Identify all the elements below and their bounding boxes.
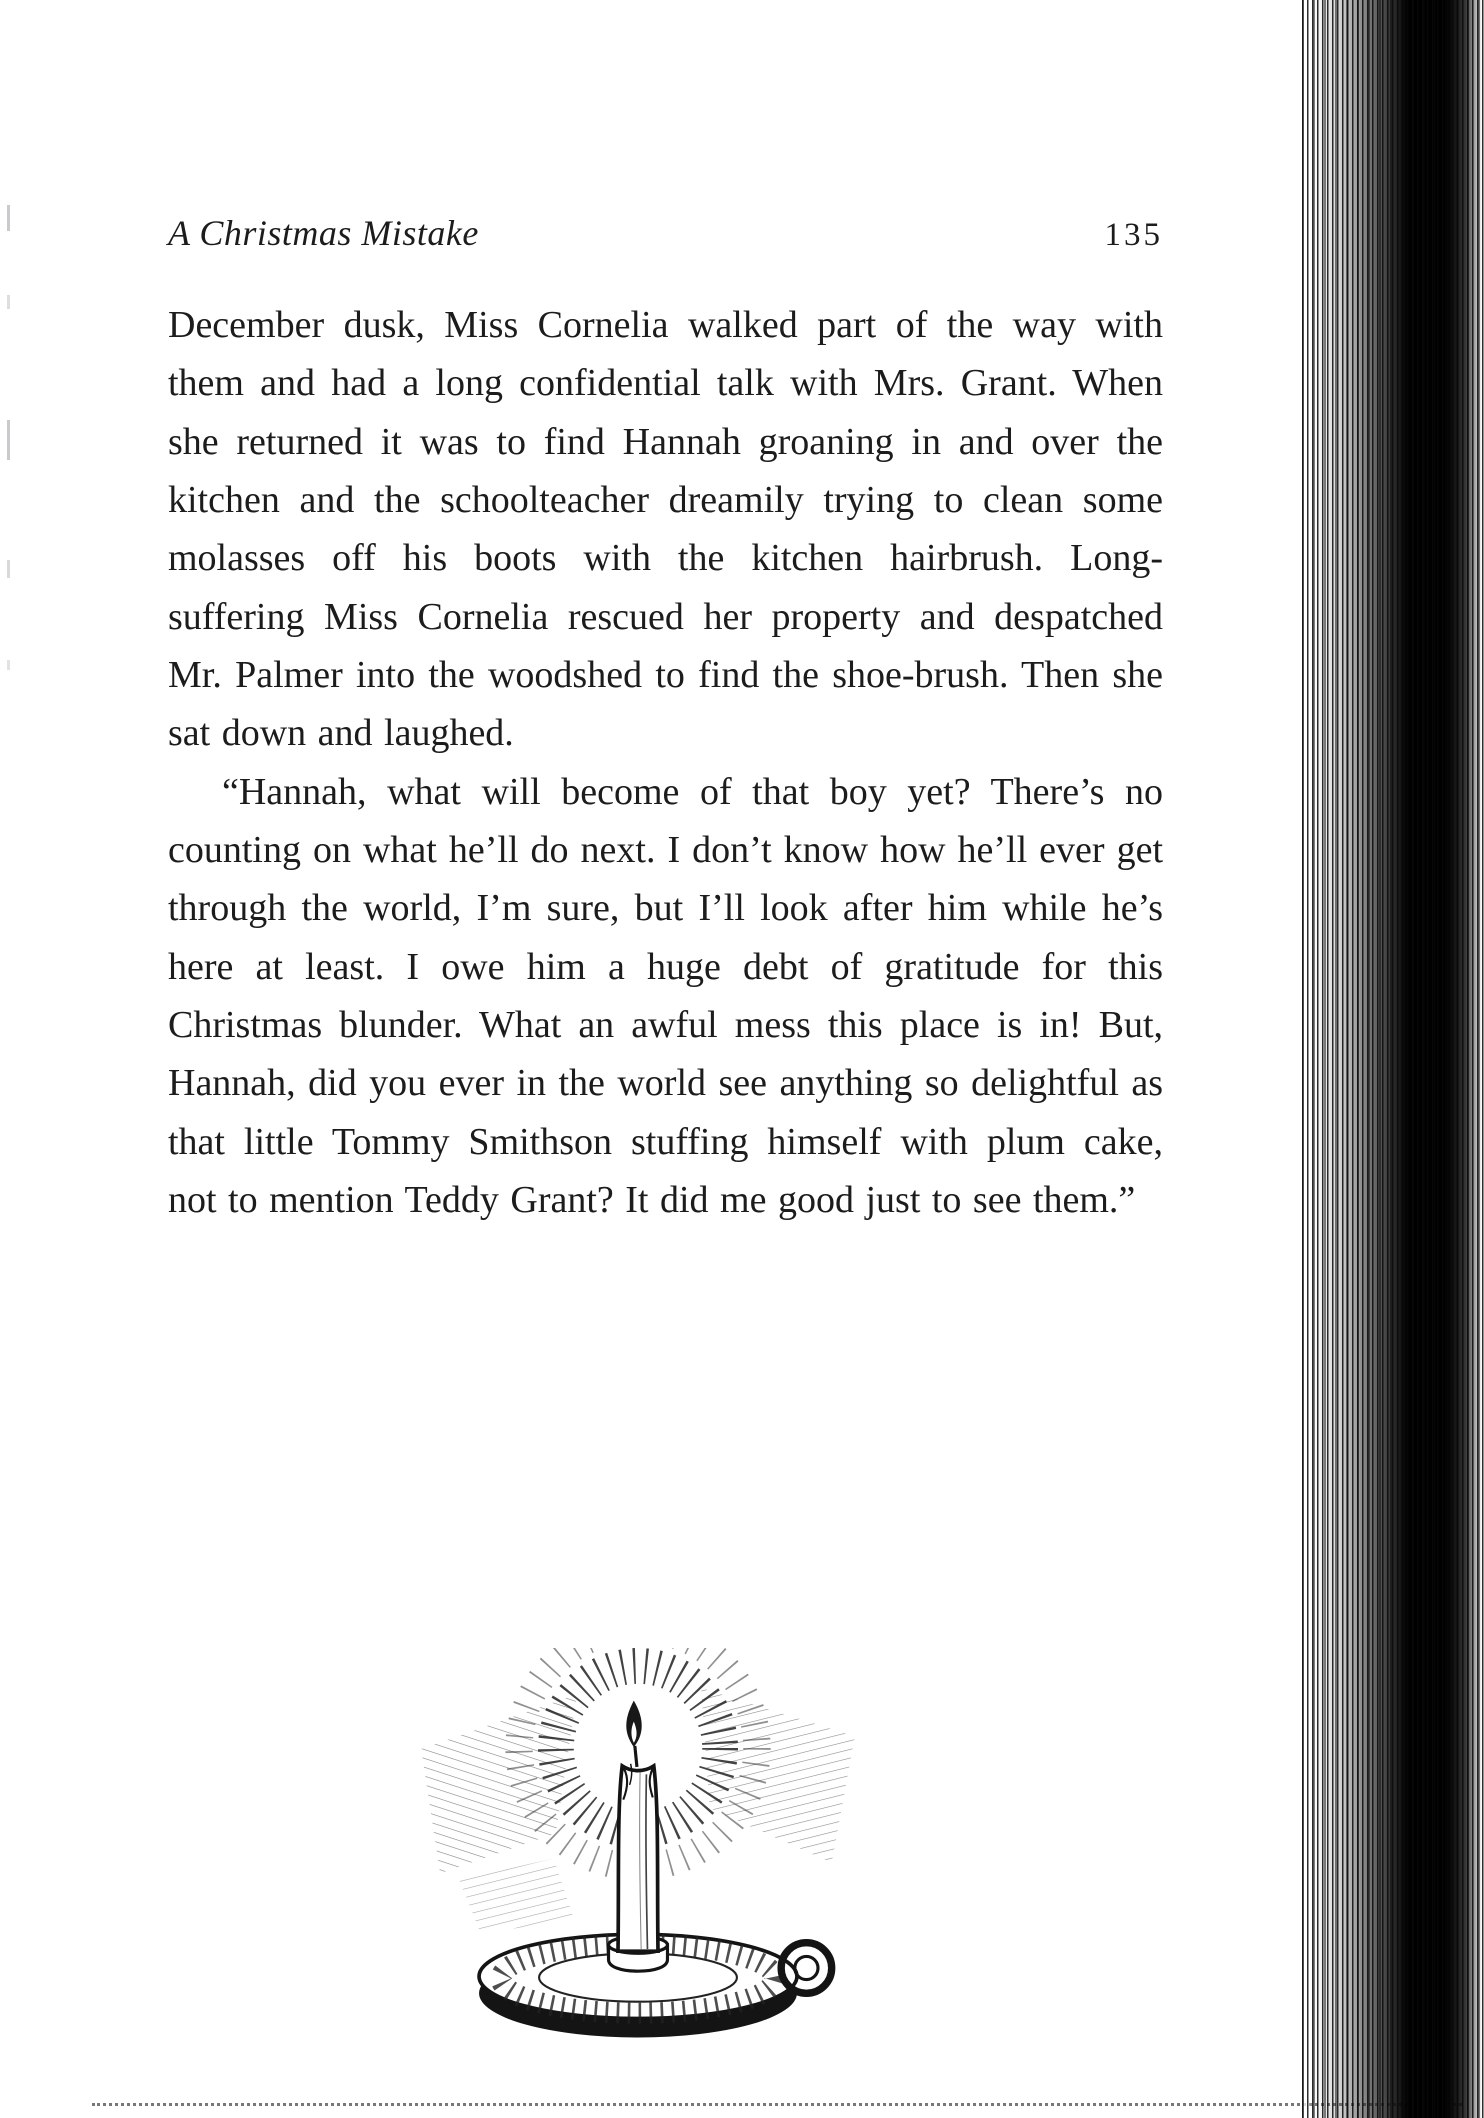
scan-bottom-rule xyxy=(92,2103,1462,2106)
body-text xyxy=(168,296,1163,1229)
paragraph: “Hannah, what will become of that boy yet? There’s no counting on what he’ll do next. I don’t know how he’ll ever get through the world, I’m sure, but I’ll look after him while he’s here at least. I owe him a huge debt of gratitude for this Christmas blunder. What an awful mess this place is in! But, Hannah, did you ever in the world see anything so delightful as that little Tommy Smithson stuffing himself with plum cake, not to mention Teddy Grant? It did me good just to see them.” xyxy=(168,770,1163,1221)
candle-illustration xyxy=(368,1648,908,2048)
running-title: A Christmas Mistake xyxy=(168,213,479,253)
book-spine-scan-edge xyxy=(1302,0,1484,2118)
paragraph: December dusk, Miss Cornelia walked part of the way with them and had a long confidential talk with Mrs. Grant. When she returned it was to find Hannah groaning in and over the kitchen and the schoolteacher dreamily trying to clean some molasses off his boots with the kitchen hairbrush. Long-suffering Miss Cornelia rescued her property and despatched Mr. Palmer into the woodshed to find the shoe-brush. Then she sat down and laughed. xyxy=(168,304,1163,755)
candle-engraving-icon xyxy=(368,1648,908,2048)
running-header xyxy=(168,212,1163,254)
page-number: 135 xyxy=(1104,217,1163,253)
text-column xyxy=(168,212,1163,1229)
